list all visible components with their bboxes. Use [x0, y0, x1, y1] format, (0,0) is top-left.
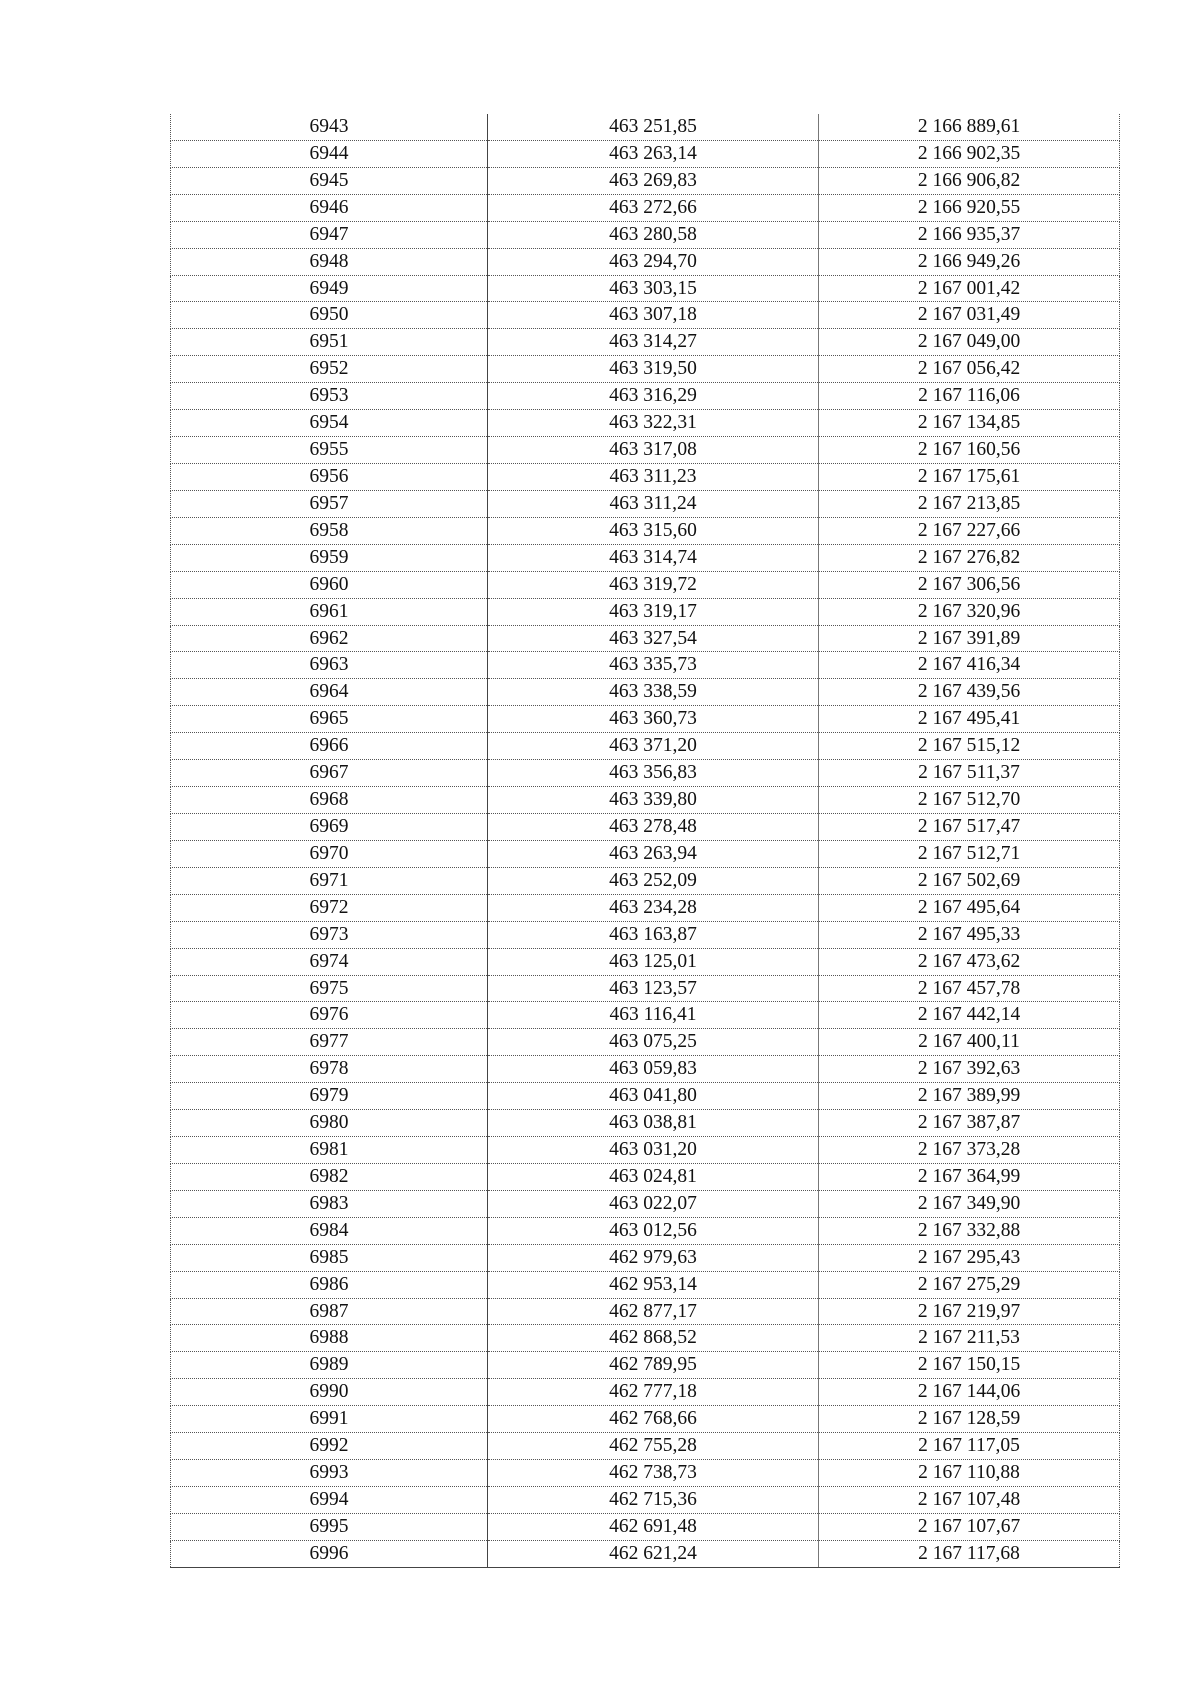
- point-number-cell: 6977: [171, 1029, 488, 1056]
- y-coordinate-cell: 2 167 219,97: [819, 1298, 1120, 1325]
- point-number-cell: 6974: [171, 948, 488, 975]
- table-row: [171, 948, 1120, 975]
- point-number-cell: 6951: [171, 329, 488, 356]
- x-coordinate-cell: 462 738,73: [488, 1460, 819, 1487]
- y-coordinate-cell: 2 167 116,06: [819, 383, 1120, 410]
- y-coordinate-cell: 2 167 134,85: [819, 410, 1120, 437]
- point-number-cell: 6982: [171, 1163, 488, 1190]
- y-coordinate-cell: 2 167 495,33: [819, 921, 1120, 948]
- coordinates-table: [170, 114, 1120, 1568]
- x-coordinate-cell: 462 691,48: [488, 1513, 819, 1540]
- point-number-cell: 6994: [171, 1487, 488, 1514]
- y-coordinate-cell: 2 167 150,15: [819, 1352, 1120, 1379]
- x-coordinate-cell: 463 041,80: [488, 1083, 819, 1110]
- y-coordinate-cell: 2 167 175,61: [819, 463, 1120, 490]
- x-coordinate-cell: 462 789,95: [488, 1352, 819, 1379]
- table-row: [171, 517, 1120, 544]
- point-number-cell: 6992: [171, 1433, 488, 1460]
- point-number-cell: 6956: [171, 463, 488, 490]
- point-number-cell: 6983: [171, 1190, 488, 1217]
- table-row: [171, 894, 1120, 921]
- point-number-cell: 6957: [171, 490, 488, 517]
- x-coordinate-cell: 462 777,18: [488, 1379, 819, 1406]
- table-row: [171, 733, 1120, 760]
- point-number-cell: 6966: [171, 733, 488, 760]
- y-coordinate-cell: 2 167 275,29: [819, 1271, 1120, 1298]
- y-coordinate-cell: 2 167 213,85: [819, 490, 1120, 517]
- table-row: [171, 1325, 1120, 1352]
- table-row: [171, 1137, 1120, 1164]
- y-coordinate-cell: 2 167 295,43: [819, 1244, 1120, 1271]
- y-coordinate-cell: 2 167 107,48: [819, 1487, 1120, 1514]
- table-row: [171, 840, 1120, 867]
- point-number-cell: 6972: [171, 894, 488, 921]
- table-row: [171, 275, 1120, 302]
- x-coordinate-cell: 463 123,57: [488, 975, 819, 1002]
- x-coordinate-cell: 463 012,56: [488, 1217, 819, 1244]
- y-coordinate-cell: 2 167 373,28: [819, 1137, 1120, 1164]
- x-coordinate-cell: 462 755,28: [488, 1433, 819, 1460]
- table-row: [171, 1217, 1120, 1244]
- x-coordinate-cell: 463 038,81: [488, 1110, 819, 1137]
- table-row: [171, 1298, 1120, 1325]
- x-coordinate-cell: 462 621,24: [488, 1540, 819, 1567]
- table-row: [171, 1056, 1120, 1083]
- y-coordinate-cell: 2 167 306,56: [819, 571, 1120, 598]
- y-coordinate-cell: 2 167 439,56: [819, 679, 1120, 706]
- x-coordinate-cell: 463 339,80: [488, 787, 819, 814]
- table-row: [171, 1487, 1120, 1514]
- x-coordinate-cell: 463 125,01: [488, 948, 819, 975]
- point-number-cell: 6945: [171, 167, 488, 194]
- x-coordinate-cell: 463 263,94: [488, 840, 819, 867]
- table-row: [171, 302, 1120, 329]
- table-row: [171, 625, 1120, 652]
- point-number-cell: 6971: [171, 867, 488, 894]
- y-coordinate-cell: 2 167 276,82: [819, 544, 1120, 571]
- table-row: [171, 1190, 1120, 1217]
- y-coordinate-cell: 2 167 031,49: [819, 302, 1120, 329]
- x-coordinate-cell: 463 163,87: [488, 921, 819, 948]
- x-coordinate-cell: 462 715,36: [488, 1487, 819, 1514]
- coordinates-table-body: [171, 114, 1120, 1567]
- point-number-cell: 6954: [171, 410, 488, 437]
- table-row: [171, 813, 1120, 840]
- point-number-cell: 6953: [171, 383, 488, 410]
- y-coordinate-cell: 2 167 517,47: [819, 813, 1120, 840]
- x-coordinate-cell: 463 307,18: [488, 302, 819, 329]
- x-coordinate-cell: 463 319,72: [488, 571, 819, 598]
- x-coordinate-cell: 462 768,66: [488, 1406, 819, 1433]
- x-coordinate-cell: 462 979,63: [488, 1244, 819, 1271]
- y-coordinate-cell: 2 167 364,99: [819, 1163, 1120, 1190]
- point-number-cell: 6980: [171, 1110, 488, 1137]
- x-coordinate-cell: 463 311,23: [488, 463, 819, 490]
- point-number-cell: 6965: [171, 706, 488, 733]
- x-coordinate-cell: 463 356,83: [488, 760, 819, 787]
- point-number-cell: 6943: [171, 114, 488, 140]
- x-coordinate-cell: 462 868,52: [488, 1325, 819, 1352]
- table-row: [171, 1379, 1120, 1406]
- table-row: [171, 1083, 1120, 1110]
- y-coordinate-cell: 2 166 906,82: [819, 167, 1120, 194]
- table-row: [171, 140, 1120, 167]
- table-row: [171, 1244, 1120, 1271]
- x-coordinate-cell: 463 315,60: [488, 517, 819, 544]
- table-row: [171, 1002, 1120, 1029]
- table-row: [171, 221, 1120, 248]
- x-coordinate-cell: 463 269,83: [488, 167, 819, 194]
- y-coordinate-cell: 2 167 320,96: [819, 598, 1120, 625]
- x-coordinate-cell: 463 314,74: [488, 544, 819, 571]
- point-number-cell: 6970: [171, 840, 488, 867]
- x-coordinate-cell: 463 303,15: [488, 275, 819, 302]
- point-number-cell: 6996: [171, 1540, 488, 1567]
- table-row: [171, 114, 1120, 140]
- point-number-cell: 6991: [171, 1406, 488, 1433]
- table-row: [171, 383, 1120, 410]
- table-row: [171, 194, 1120, 221]
- table-row: [171, 679, 1120, 706]
- x-coordinate-cell: 463 322,31: [488, 410, 819, 437]
- point-number-cell: 6995: [171, 1513, 488, 1540]
- y-coordinate-cell: 2 166 902,35: [819, 140, 1120, 167]
- x-coordinate-cell: 463 317,08: [488, 437, 819, 464]
- point-number-cell: 6986: [171, 1271, 488, 1298]
- x-coordinate-cell: 463 327,54: [488, 625, 819, 652]
- table-row: [171, 652, 1120, 679]
- table-row: [171, 437, 1120, 464]
- point-number-cell: 6969: [171, 813, 488, 840]
- y-coordinate-cell: 2 167 117,68: [819, 1540, 1120, 1567]
- y-coordinate-cell: 2 167 001,42: [819, 275, 1120, 302]
- table-row: [171, 921, 1120, 948]
- y-coordinate-cell: 2 167 495,41: [819, 706, 1120, 733]
- table-row: [171, 1406, 1120, 1433]
- y-coordinate-cell: 2 167 392,63: [819, 1056, 1120, 1083]
- point-number-cell: 6987: [171, 1298, 488, 1325]
- y-coordinate-cell: 2 167 056,42: [819, 356, 1120, 383]
- y-coordinate-cell: 2 167 144,06: [819, 1379, 1120, 1406]
- x-coordinate-cell: 462 877,17: [488, 1298, 819, 1325]
- point-number-cell: 6955: [171, 437, 488, 464]
- y-coordinate-cell: 2 167 442,14: [819, 1002, 1120, 1029]
- table-row: [171, 248, 1120, 275]
- point-number-cell: 6962: [171, 625, 488, 652]
- point-number-cell: 6979: [171, 1083, 488, 1110]
- x-coordinate-cell: 463 059,83: [488, 1056, 819, 1083]
- y-coordinate-cell: 2 167 495,64: [819, 894, 1120, 921]
- y-coordinate-cell: 2 166 920,55: [819, 194, 1120, 221]
- point-number-cell: 6963: [171, 652, 488, 679]
- x-coordinate-cell: 463 371,20: [488, 733, 819, 760]
- point-number-cell: 6988: [171, 1325, 488, 1352]
- point-number-cell: 6975: [171, 975, 488, 1002]
- table-row: [171, 544, 1120, 571]
- table-row: [171, 706, 1120, 733]
- table-row: [171, 1513, 1120, 1540]
- y-coordinate-cell: 2 167 512,70: [819, 787, 1120, 814]
- point-number-cell: 6961: [171, 598, 488, 625]
- table-row: [171, 329, 1120, 356]
- x-coordinate-cell: 463 075,25: [488, 1029, 819, 1056]
- point-number-cell: 6960: [171, 571, 488, 598]
- table-row: [171, 463, 1120, 490]
- y-coordinate-cell: 2 167 049,00: [819, 329, 1120, 356]
- point-number-cell: 6947: [171, 221, 488, 248]
- x-coordinate-cell: 463 024,81: [488, 1163, 819, 1190]
- x-coordinate-cell: 463 031,20: [488, 1137, 819, 1164]
- y-coordinate-cell: 2 167 515,12: [819, 733, 1120, 760]
- x-coordinate-cell: 463 251,85: [488, 114, 819, 140]
- y-coordinate-cell: 2 167 387,87: [819, 1110, 1120, 1137]
- table-row: [171, 1271, 1120, 1298]
- x-coordinate-cell: 463 272,66: [488, 194, 819, 221]
- point-number-cell: 6973: [171, 921, 488, 948]
- point-number-cell: 6981: [171, 1137, 488, 1164]
- x-coordinate-cell: 463 335,73: [488, 652, 819, 679]
- y-coordinate-cell: 2 166 935,37: [819, 221, 1120, 248]
- y-coordinate-cell: 2 166 949,26: [819, 248, 1120, 275]
- x-coordinate-cell: 463 338,59: [488, 679, 819, 706]
- y-coordinate-cell: 2 167 160,56: [819, 437, 1120, 464]
- y-coordinate-cell: 2 167 502,69: [819, 867, 1120, 894]
- point-number-cell: 6968: [171, 787, 488, 814]
- table-row: [171, 1163, 1120, 1190]
- point-number-cell: 6978: [171, 1056, 488, 1083]
- x-coordinate-cell: 463 263,14: [488, 140, 819, 167]
- table-row: [171, 1110, 1120, 1137]
- point-number-cell: 6976: [171, 1002, 488, 1029]
- x-coordinate-cell: 463 314,27: [488, 329, 819, 356]
- y-coordinate-cell: 2 167 400,11: [819, 1029, 1120, 1056]
- x-coordinate-cell: 463 252,09: [488, 867, 819, 894]
- y-coordinate-cell: 2 167 107,67: [819, 1513, 1120, 1540]
- table-row: [171, 1352, 1120, 1379]
- point-number-cell: 6984: [171, 1217, 488, 1244]
- y-coordinate-cell: 2 167 211,53: [819, 1325, 1120, 1352]
- point-number-cell: 6952: [171, 356, 488, 383]
- x-coordinate-cell: 463 319,17: [488, 598, 819, 625]
- x-coordinate-cell: 462 953,14: [488, 1271, 819, 1298]
- y-coordinate-cell: 2 167 389,99: [819, 1083, 1120, 1110]
- y-coordinate-cell: 2 167 473,62: [819, 948, 1120, 975]
- table-row: [171, 1029, 1120, 1056]
- y-coordinate-cell: 2 167 110,88: [819, 1460, 1120, 1487]
- point-number-cell: 6964: [171, 679, 488, 706]
- table-row: [171, 760, 1120, 787]
- x-coordinate-cell: 463 280,58: [488, 221, 819, 248]
- x-coordinate-cell: 463 234,28: [488, 894, 819, 921]
- point-number-cell: 6959: [171, 544, 488, 571]
- point-number-cell: 6944: [171, 140, 488, 167]
- x-coordinate-cell: 463 278,48: [488, 813, 819, 840]
- table-row: [171, 787, 1120, 814]
- point-number-cell: 6946: [171, 194, 488, 221]
- table-row: [171, 598, 1120, 625]
- point-number-cell: 6985: [171, 1244, 488, 1271]
- point-number-cell: 6948: [171, 248, 488, 275]
- table-row: [171, 356, 1120, 383]
- point-number-cell: 6950: [171, 302, 488, 329]
- x-coordinate-cell: 463 360,73: [488, 706, 819, 733]
- y-coordinate-cell: 2 167 391,89: [819, 625, 1120, 652]
- table-row: [171, 975, 1120, 1002]
- y-coordinate-cell: 2 167 128,59: [819, 1406, 1120, 1433]
- point-number-cell: 6949: [171, 275, 488, 302]
- y-coordinate-cell: 2 167 416,34: [819, 652, 1120, 679]
- table-row: [171, 867, 1120, 894]
- table-row: [171, 571, 1120, 598]
- y-coordinate-cell: 2 167 332,88: [819, 1217, 1120, 1244]
- table-row: [171, 167, 1120, 194]
- point-number-cell: 6993: [171, 1460, 488, 1487]
- x-coordinate-cell: 463 116,41: [488, 1002, 819, 1029]
- x-coordinate-cell: 463 316,29: [488, 383, 819, 410]
- table-row: [171, 410, 1120, 437]
- point-number-cell: 6990: [171, 1379, 488, 1406]
- y-coordinate-cell: 2 167 349,90: [819, 1190, 1120, 1217]
- table-row: [171, 490, 1120, 517]
- y-coordinate-cell: 2 166 889,61: [819, 114, 1120, 140]
- y-coordinate-cell: 2 167 117,05: [819, 1433, 1120, 1460]
- y-coordinate-cell: 2 167 227,66: [819, 517, 1120, 544]
- y-coordinate-cell: 2 167 457,78: [819, 975, 1120, 1002]
- table-row: [171, 1540, 1120, 1567]
- x-coordinate-cell: 463 022,07: [488, 1190, 819, 1217]
- point-number-cell: 6989: [171, 1352, 488, 1379]
- table-row: [171, 1433, 1120, 1460]
- table-row: [171, 1460, 1120, 1487]
- point-number-cell: 6958: [171, 517, 488, 544]
- y-coordinate-cell: 2 167 511,37: [819, 760, 1120, 787]
- y-coordinate-cell: 2 167 512,71: [819, 840, 1120, 867]
- x-coordinate-cell: 463 319,50: [488, 356, 819, 383]
- point-number-cell: 6967: [171, 760, 488, 787]
- x-coordinate-cell: 463 294,70: [488, 248, 819, 275]
- x-coordinate-cell: 463 311,24: [488, 490, 819, 517]
